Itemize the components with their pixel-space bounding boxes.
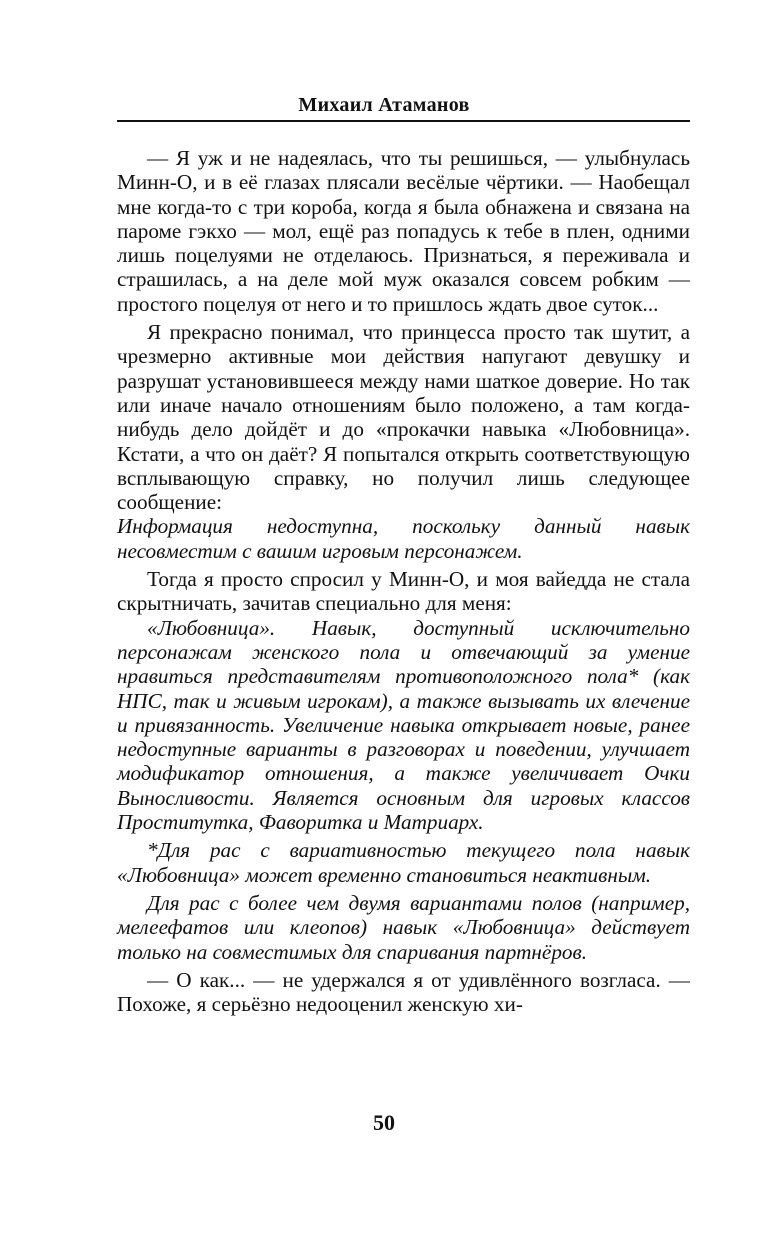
skill-description: «Любовница». Навык, доступный исключительно персонажам женского пола и отвечающий за умение нравиться представителям противоположного пола* (как НПС, так и живым игрокам), а также вызывать их влечение и привязанность. Увеличение навыка открывает новые, ранее недоступные варианты в разговорах и поведении, улучшает модификатор отношения, а также увеличивает Очки Выносливости. Является основным для игровых классов Проститутка, Фаворитка и Матриарх. [117, 615, 690, 835]
page-number: 50 [373, 1110, 395, 1135]
system-message: Информация недоступна, поскольку данный навык несовместим с вашим игровым персонажем. [117, 514, 690, 563]
skill-note: Для рас с более чем двумя вариантами полов (например, мелеефатов или клеопов) навык «Любовница» действует только на совместимых для спаривания партнёров. [117, 890, 690, 964]
paragraph: — Я уж и не надеялась, что ты решишься, — улыбнулась Минн-О, и в её глазах плясали весёлые чёртики. — Наобещал мне когда-то с три короба, когда я была обнажена и связана на пароме гэкхо — мол, ещё раз попадусь к тебе в плен, одними лишь поцелуями не отделаюсь. Признаться, я переживала и страшилась, а на деле мой муж оказался совсем робким — простого поцелуя от него и то пришлось ждать двое суток... [117, 146, 690, 316]
skill-footnote: *Для рас с вариативностью текущего пола навык «Любовница» может временно становиться неактивным. [117, 838, 690, 887]
running-head-author: Михаил Атаманов [298, 94, 470, 116]
paragraph: Я прекрасно понимал, что принцесса просто так шутит, а чрезмерно активные мои действия напугают девушку и разрушат установившееся между нами шаткое доверие. Но так или иначе начало отношениям было положено, а там когда-нибудь дело дойдёт и до «прокачки навыка «Любовница». Кстати, а что он даёт? Я попытался открыть соответствующую всплывающую справку, но получил лишь следующее сообщение: [117, 320, 690, 515]
header-rule [117, 120, 690, 122]
paragraph: — О как... — не удержался я от удивлённого возгласа. — Похоже, я серьёзно недооценил женскую хи- [117, 967, 690, 1017]
paragraph: Тогда я просто спросил у Минн-О, и моя вайедда не стала скрытничать, зачитав специально для меня: [117, 567, 690, 616]
body-text [117, 146, 690, 1016]
